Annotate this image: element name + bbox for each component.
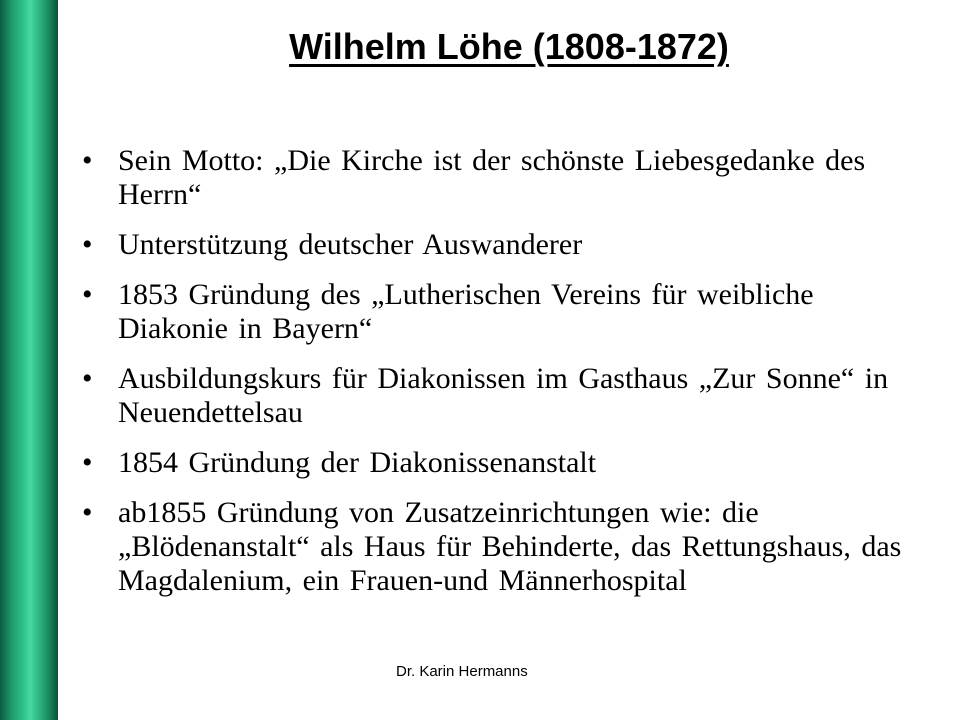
bullet-item (76, 144, 906, 212)
bullet-text: Ausbildungskurs für Diakonissen im Gasthaus „Zur Sonne“ in Neuendettelsau (118, 362, 889, 429)
footer-author: Dr. Karin Hermanns (396, 663, 528, 680)
bullet-text: ab1855 Gründung von Zusatzeinrichtungen wie: die „Blödenanstalt“ als Haus für Behinderte, das Rettungshaus, das Magdalenium, ein Frauen-und Männerhospital (118, 496, 902, 597)
bullet-dot-icon: • (82, 446, 93, 479)
bullet-item (76, 496, 906, 598)
bullet-text: 1854 Gründung der Diakonissenanstalt (118, 446, 597, 479)
bullet-dot-icon: • (82, 278, 93, 311)
bullet-item (76, 278, 906, 346)
bullet-text: Sein Motto: „Die Kirche ist der schönste Liebesgedanke des Herrn“ (118, 144, 866, 211)
bullet-dot-icon: • (82, 144, 93, 177)
bullet-dot-icon: • (82, 362, 93, 395)
bullet-item (76, 228, 906, 262)
bullet-item (76, 362, 906, 430)
bullet-dot-icon: • (82, 496, 93, 529)
slide-title (58, 22, 960, 72)
slide-title-text: Wilhelm Löhe (1808-1872) (289, 26, 729, 67)
bullet-text: Unterstützung deutscher Auswanderer (118, 228, 583, 261)
bullet-item (76, 446, 906, 480)
green-side-bar (0, 0, 58, 720)
bullet-list (76, 144, 906, 614)
bullet-dot-icon: • (82, 228, 93, 261)
bullet-text: 1853 Gründung des „Lutherischen Vereins für weibliche Diakonie in Bayern“ (118, 278, 814, 345)
